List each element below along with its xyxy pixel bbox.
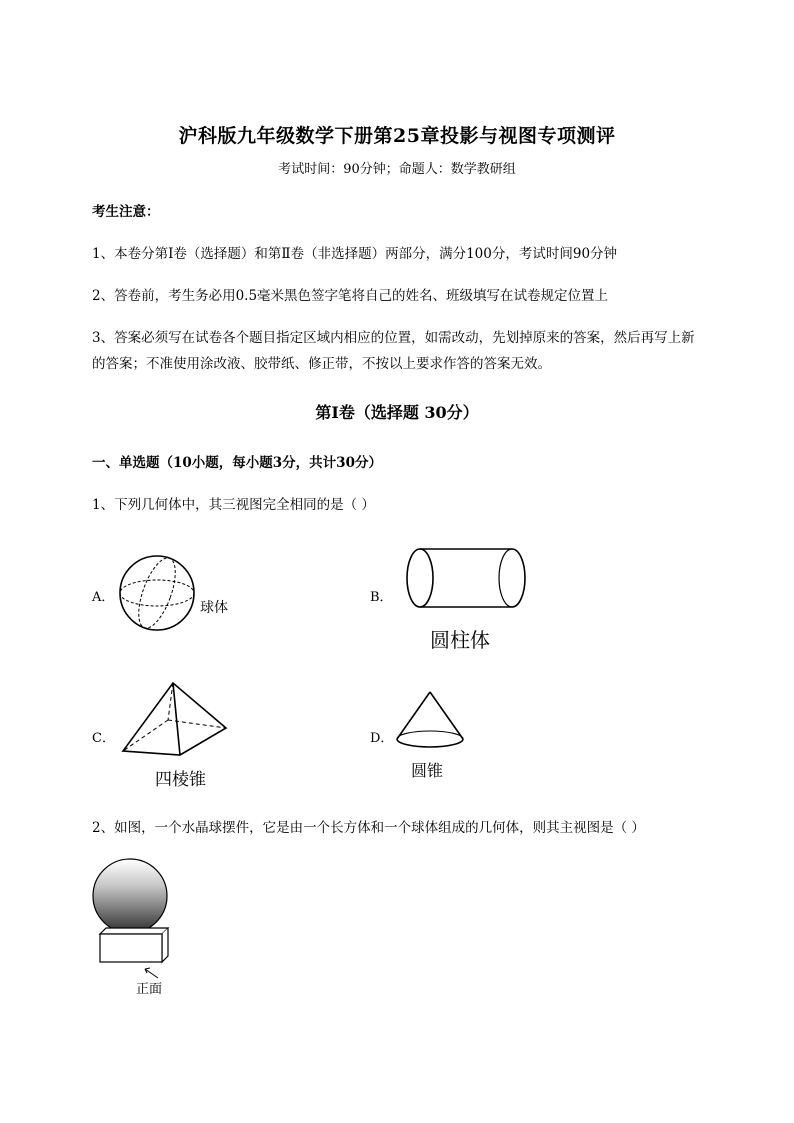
notice-heading: 考生注意：	[92, 204, 160, 220]
option-d-caption: 圆锥	[411, 761, 444, 780]
crystal-ball-figure	[90, 858, 180, 983]
option-c-letter[interactable]: C．	[92, 731, 115, 746]
option-a-caption: 球体	[200, 600, 228, 616]
option-c-caption: 四棱锥	[155, 770, 206, 790]
pyramid-figure	[118, 680, 230, 760]
page-title: 沪科版九年级数学下册第25章投影与视图专项测评	[178, 125, 616, 147]
notice-item-1: 1、本卷分第I卷（选择题）和第Ⅱ卷（非选择题）两部分，满分100分，考试时间90分钟	[92, 246, 618, 262]
figure-caption-front: 正面	[136, 982, 163, 997]
notice-item-2: 2、答卷前，考生务必用0.5毫米黑色签字笔将自己的姓名、班级填写在试卷规定位置上	[92, 288, 609, 304]
option-d-letter[interactable]: D．	[370, 731, 394, 746]
section-title: 第I卷（选择题 30分）	[315, 403, 479, 422]
option-b-caption: 圆柱体	[430, 628, 490, 652]
question-2-text: 2、如图，一个水晶球摆件，它是由一个长方体和一个球体组成的几何体，则其主视图是（ ）	[92, 820, 645, 836]
question-1-text: 1、下列几何体中，其三视图完全相同的是（ ）	[92, 497, 375, 513]
cylinder-figure	[404, 546, 534, 612]
page-subtitle: 考试时间：90分钟；命题人：数学教研组	[278, 162, 516, 177]
option-a-letter[interactable]: A．	[92, 590, 115, 605]
part-heading: 一、单选题（10小题，每小题3分，共计30分）	[92, 455, 382, 471]
notice-item-3: 3、答案必须写在试卷各个题目指定区域内相应的位置，如需改动，先划掉原来的答案，然后再写上新	[92, 330, 695, 346]
option-b-letter[interactable]: B．	[370, 590, 393, 605]
notice-item-3-cont: 的答案；不准使用涂改液、胶带纸、修正带，不按以上要求作答的答案无效。	[92, 356, 551, 372]
cone-figure	[394, 690, 468, 750]
sphere-figure	[115, 552, 205, 637]
